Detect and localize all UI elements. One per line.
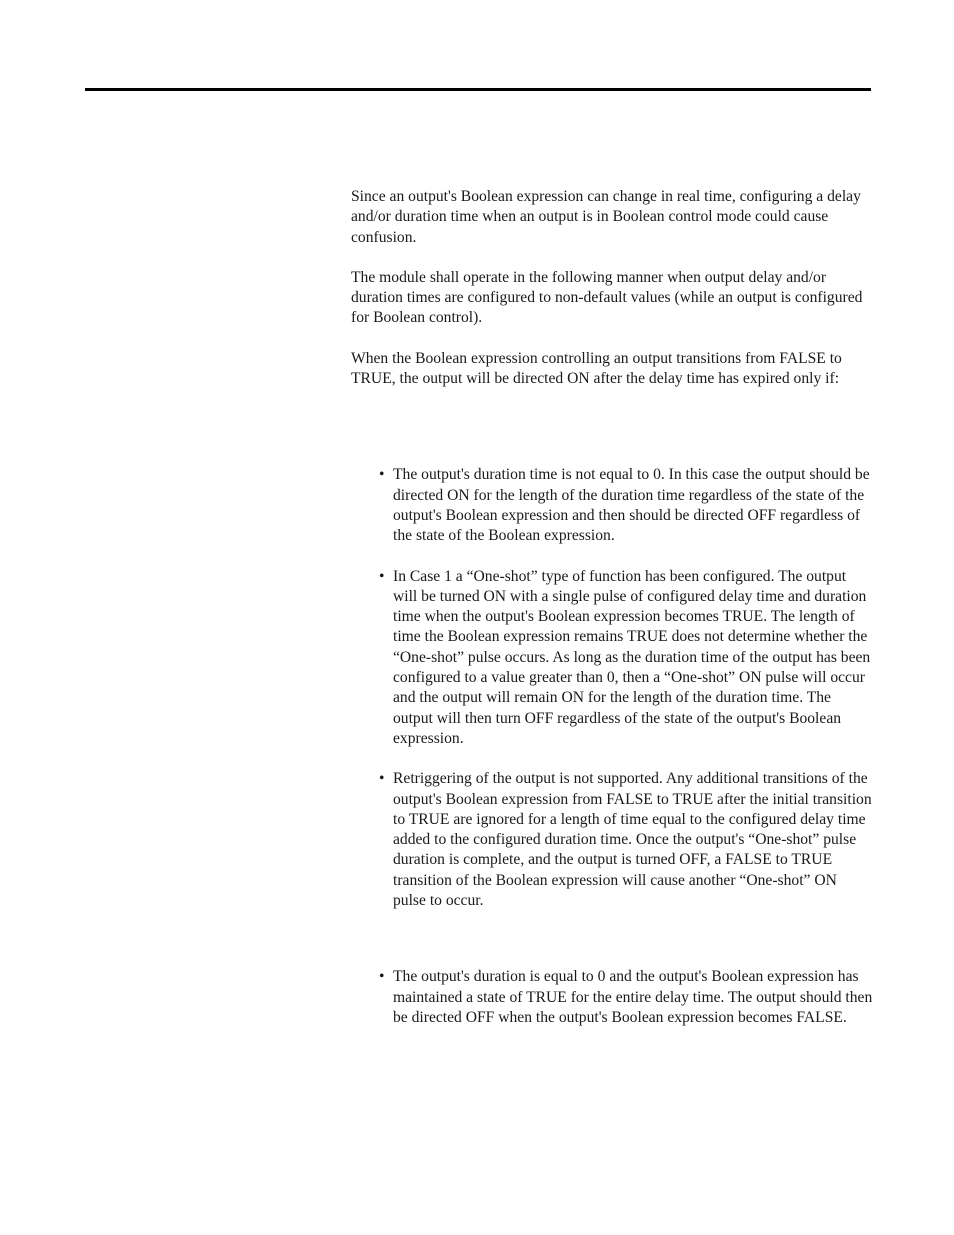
list-item — [351, 769, 873, 911]
bullet-icon: • — [379, 567, 385, 585]
list-item-text: Retriggering of the output is not supported. Any additional transitions of the output's Boolean expression from FALSE to TRUE after the initial transition to TRUE are ignored for a length of time equal to the configured delay time added to the configured duration time. Once the output's “One-shot” pulse duration is complete, and the output is turned OFF, a FALSE to TRUE transition of the Boolean expression will cause another “One-shot” ON pulse to occur. — [393, 770, 872, 910]
document-body — [351, 187, 873, 1028]
bullet-list-case-1 — [351, 465, 873, 911]
condition-paragraph: When the Boolean expression controlling an output transitions from FALSE to TRUE, the output will be directed ON after the delay time has expired only if: — [351, 349, 842, 388]
list-item — [351, 967, 873, 1028]
list-item — [351, 465, 873, 546]
bullet-list-case-2 — [351, 967, 873, 1028]
list-item-text: In Case 1 a “One-shot” type of function has been configured. The output will be turned ON with a single pulse of configured delay time and duration time when the output's Boolean expression becomes TRUE. The length of time the Boolean expression remains TRUE does not determine whether the “One-shot” pulse occurs. As long as the duration time of the output has been configured to a value greater than 0, then a “One-shot” ON pulse will occur and the output will remain ON for the length of the duration time. The output will then turn OFF regardless of the state of the output's Boolean expression. — [393, 567, 871, 747]
intro-paragraph: Since an output's Boolean expression can change in real time, configuring a delay and/or duration time when an output is in Boolean control mode could cause confusion. — [351, 188, 861, 246]
bullet-icon: • — [379, 466, 385, 484]
header-rule — [85, 88, 871, 91]
list-item-text: The output's duration is equal to 0 and the output's Boolean expression has maintained a state of TRUE for the entire delay time. The output should then be directed OFF when the output's Boolean expression becomes FALSE. — [393, 968, 873, 1026]
list-item — [351, 567, 873, 750]
bullet-icon: • — [379, 968, 385, 986]
bullet-icon: • — [379, 770, 385, 788]
operation-paragraph: The module shall operate in the following manner when output delay and/or duration times are configured to non-default values (while an output is configured for Boolean control). — [351, 268, 863, 327]
list-item-text: The output's duration time is not equal to 0. In this case the output should be directed ON for the length of the duration time regardless of the state of the output's Boolean expression and then should be directed OFF regardless of the state of the Boolean expression. — [393, 466, 870, 545]
